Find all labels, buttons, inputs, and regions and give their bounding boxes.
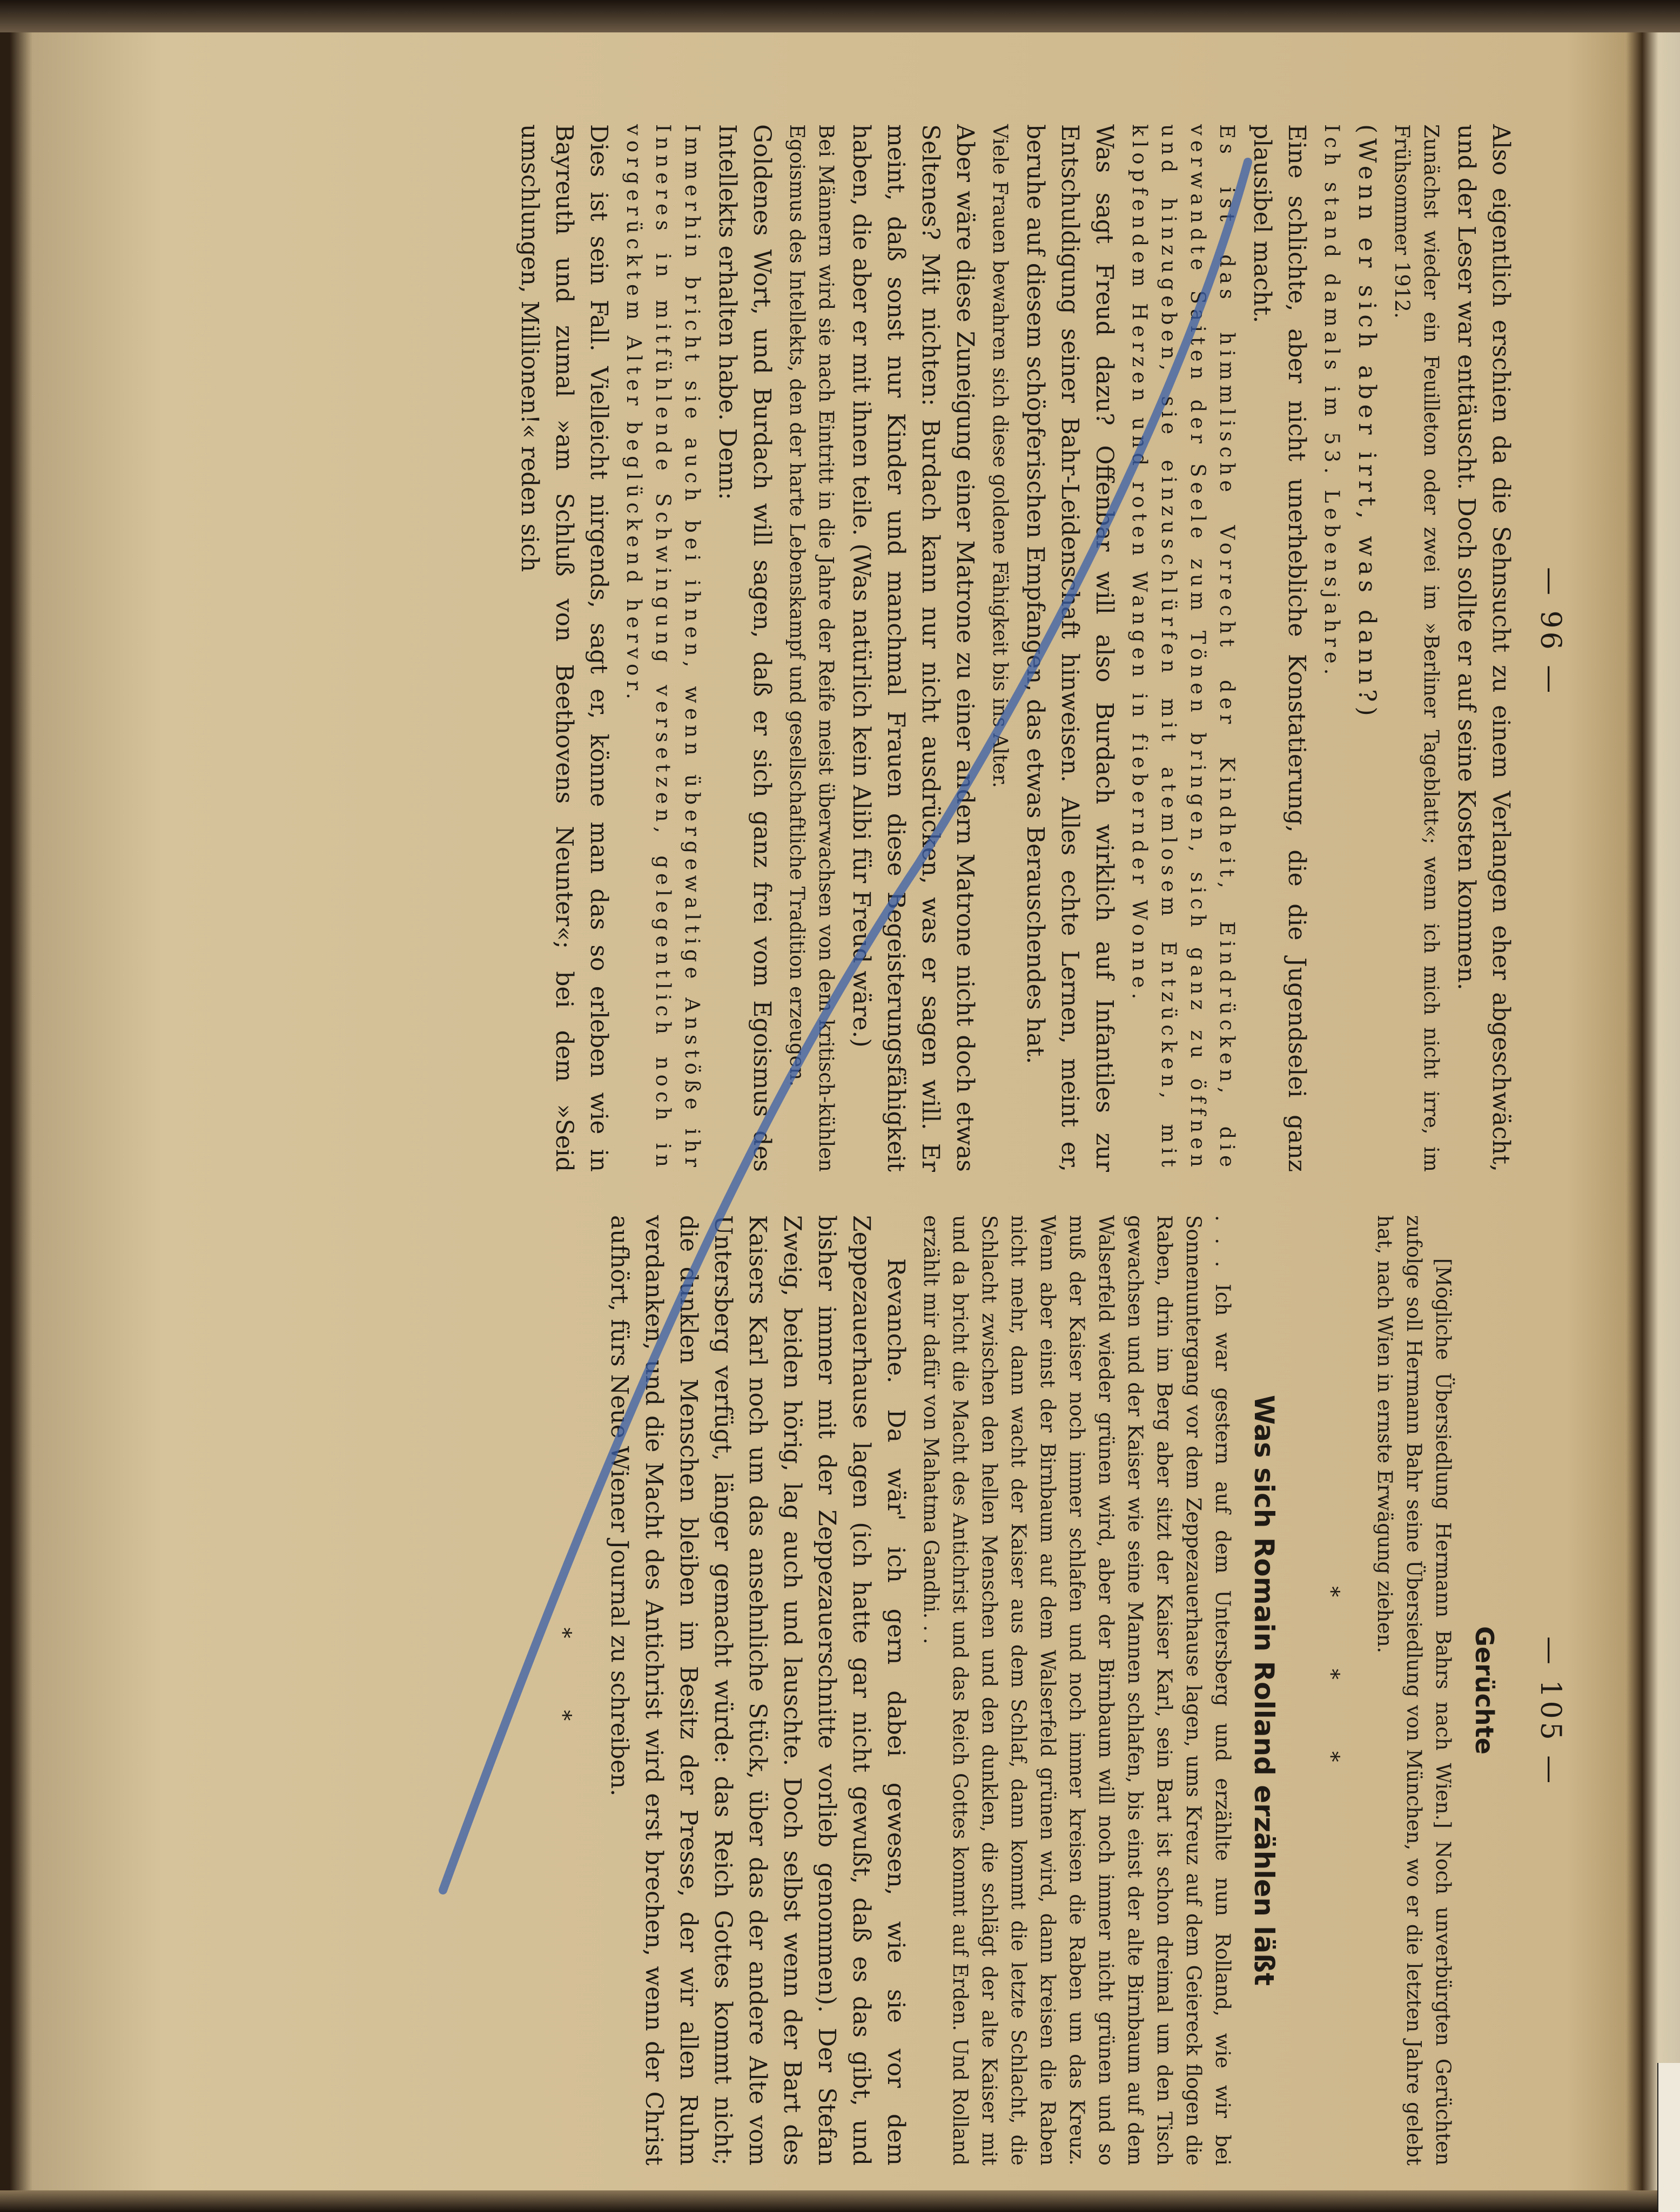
scale-ruler — [1657, 2063, 1680, 2212]
section-divider: * * * — [1319, 1586, 1343, 1795]
paragraph: Was sagt Freud dazu? Offenbar will also Burdach wirklich auf Infantiles zur Entschuldigung seiner Bahr-Leidenschaft hinweisen. Alles echte Lernen, meint er, beruhe auf diesem schöpferischen Empfangen, das etwas Berauschendes hat. — [1022, 124, 1118, 1172]
paragraph: Also eigentlich erschien da die Sehnsucht zu einem Verlangen eher abgeschwächt, und der Leser war enttäuscht. Doch sollte er auf seine Kosten kommen. — [1453, 124, 1515, 1172]
paragraph: Immerhin bricht sie auch bei ihnen, wenn übergewaltige Anstöße ihr Inneres in mitfühlende Schwingung versetzen, gelegentlich noch in vorgerücktem Alter beglückend hervor. — [622, 124, 704, 1172]
page-number-105: — 105 — — [1534, 1636, 1567, 1787]
paragraph: [Mögliche Übersiedlung Hermann Bahrs nach Wien.] Noch unverbürgten Gerüchten zufolge soll Hermann Bahr seine Übersiedlung von München, wo er die letzten Jahre gelebt hat, nach Wien in ernste Erwägung ziehen. — [1373, 1215, 1455, 2166]
column-page-96 — [509, 124, 1518, 1172]
column-page-105 — [513, 1215, 1502, 2166]
paragraph: Eine schlichte, aber nicht unerhebliche Konstatierung, die die Jugendselei ganz plausibel macht. — [1248, 124, 1311, 1172]
paragraph: (Wenn er sich aber irrt, was dann?) — [1353, 124, 1381, 721]
section-divider: * * — [550, 1627, 575, 1754]
paragraph: Zunächst wieder ein Feuilleton oder zwei im »Berliner Tageblatt«; wenn ich mich nicht irre, im Frühsommer 1912. — [1390, 124, 1443, 1172]
paragraph: Aber wäre diese Zuneigung einer Matrone zu einer andern Matrone nicht doch etwas Seltenes? Mit nichten: Burdach kann nur nicht ausdrücken, was er sagen will. Er meint, daß sonst nur Kinder und manchmal Frauen diese Begeisterungsfähigkeit haben, die aber er mit ihnen teile. (Was natürlich kein Alibi für Freud wäre.) — [848, 124, 979, 1172]
paragraph: Bei Männern wird sie nach Eintritt in die Jahre der Reife meist überwachsen von dem kritisch-kühlen Egoismus des Intellekts, den der harte Lebenskampf und gesellschaftliche Tradition erzeugen. — [785, 124, 838, 1172]
rotated-spread — [108, 92, 1567, 2176]
paragraph: Goldenes Wort, und Burdach will sagen, daß er sich ganz frei vom Egoismus des Intellekts erhalten habe. Denn: — [714, 124, 776, 1172]
heading-rolland: Was sich Romain Rolland erzählen läßt — [1248, 1394, 1280, 1986]
paragraph: Viele Frauen bewahren sich diese goldene Fähigkeit bis ins Alter. — [989, 124, 1012, 788]
paragraph: Dies ist sein Fall. Vielleicht nirgends, sagt er, könne man das so erleben wie in Bayreuth und zumal »am Schluß von Beethovens Neunter«; bei dem »Seid umschlungen, Millionen!« reden sich — [516, 124, 613, 1172]
heading-geruechte: Gerüchte — [1470, 1626, 1499, 1755]
scan-bottom-edge — [0, 2190, 1680, 2212]
paragraph: Ich stand damals im 53. Lebensjahre. — [1320, 124, 1343, 680]
paragraph: Revanche. Da wär' ich gern dabei gewesen, wie sie vor dem Zeppezauerhause lagen (ich hatte gar nicht gewußt, daß es das gibt, und bisher immer mit der Zeppezauerschnitte vorlieb genommen). Der Stefan Zweig, beiden hörig, lag auch und lauschte. Doch selbst wenn der Bart des Kaisers Karl noch um das ansehnliche Stück, über das der andere Alte vom Untersberg verfügt, länger gemacht würde: das Reich Gottes kommt nicht; die dunklen Menschen bleiben im Besitz der Presse, der wir allen Ruhm verdanken, und die Macht des Antichrist wird erst brechen, wenn der Christ aufhört, fürs Neue Wiener Journal zu schreiben. — [606, 1215, 910, 2166]
paragraph: Es ist das himmlische Vorrecht der Kindheit, Eindrücken, die verwandte Saiten der Seele zum Tönen bringen, sich ganz zu öffnen und hinzugeben, sie einzuschlürfen mit atemlosem Entzücken, mit klopfendem Herzen und roten Wangen in fiebernder Wonne. — [1128, 124, 1239, 1172]
paragraph: . . . Ich war gestern auf dem Untersberg und erzählte nun Rolland, wie wir bei Sonnenuntergang vor dem Zeppezauerhause lagen, ums Kreuz auf dem Geiereck flogen die Raben, drin im Berg aber sitzt der Kaiser Karl, sein Bart ist schon dreimal um den Tisch gewachsen und der Kaiser wie seine Mannen schlafen, bis einst der alte Birnbaum auf dem Walserfeld wieder grünen wird, aber der Birnbaum will noch immer nicht grünen und so muß der Kaiser noch immer schlafen und noch immer kreisen die Raben um das Kreuz. Wenn aber einst der Birnbaum auf dem Walserfeld grünen wird, dann kreisen die Raben nicht mehr, dann wacht der Kaiser aus dem Schlaf, dann kommt die letzte Schlacht, die Schlacht zwischen den hellen Menschen und den dunklen, die schlägt der alte Kaiser mit und da bricht die Macht des Antichrist und das Reich Gottes kommt auf Erden. Und Rolland erzählt mir dafür von Mahatma Gandhi. . . — [919, 1215, 1234, 2166]
scan-top-edge — [0, 0, 1680, 32]
page-number-96: — 96 — — [1534, 567, 1567, 697]
